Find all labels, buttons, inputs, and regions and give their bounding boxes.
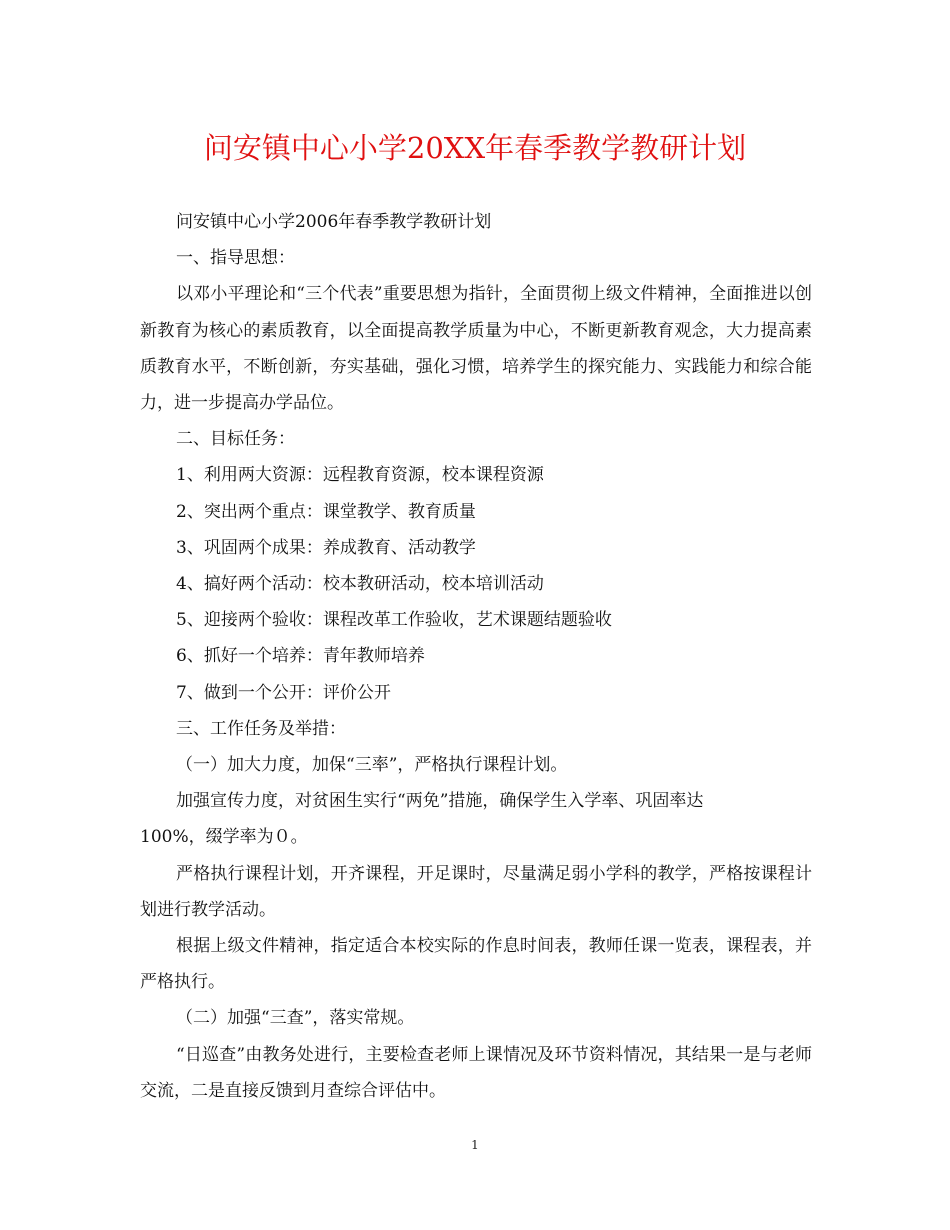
section-heading: 三、工作任务及举措：	[176, 718, 346, 739]
document-body	[140, 204, 812, 1109]
body-paragraph: 根据上级文件精神，指定适合本校实际的作息时间表，教师任课一览表，课程表，并严格执行。	[140, 936, 812, 993]
body-paragraph: “日巡查”由教务处进行，主要检查老师上课情况及环节资料情况，其结果一是与老师交流，二是直接反馈到月查综合评估中。	[140, 1044, 812, 1101]
list-item: 4、搞好两个活动：校本教研活动，校本培训活动	[176, 574, 544, 595]
list-item: 1、利用两大资源：远程教育资源，校本课程资源	[176, 465, 544, 486]
subtitle-paragraph: 问安镇中心小学2006年春季教学教研计划	[176, 212, 492, 232]
section-heading: 二、目标任务：	[176, 429, 295, 450]
body-paragraph: 以邓小平理论和“三个代表”重要思想为指针，全面贯彻上级文件精神，全面推进以创新教育为核心的素质教育，以全面提高教学质量为中心，不断更新教育观念，大力提高素质教育水平，不断创新，夯实基础，强化习惯，培养学生的探究能力、实践能力和综合能力，进一步提高办学品位。	[140, 284, 812, 414]
body-paragraph: 严格执行课程计划，开齐课程，开足课时，尽量满足弱小学科的教学，严格按课程计划进行教学活动。	[140, 863, 812, 920]
page-number: 1	[471, 1138, 479, 1152]
subsection-heading: （二）加强“三查”，落实常规。	[176, 1008, 415, 1029]
list-item: 6、抓好一个培养：青年教师培养	[176, 646, 425, 667]
section-heading: 一、指导思想：	[176, 248, 295, 269]
list-item: 2、突出两个重点：课堂教学、教育质量	[176, 501, 476, 522]
list-item: 5、迎接两个验收：课程改革工作验收，艺术课题结题验收	[176, 610, 612, 631]
list-item: 3、巩固两个成果：养成教育、活动教学	[176, 537, 476, 558]
document-title: 问安镇中心小学20XX年春季教学教研计划	[203, 131, 747, 165]
body-paragraph: 加强宣传力度，对贫困生实行“两免”措施，确保学生入学率、巩固率达	[176, 791, 704, 812]
subsection-heading: （一）加大力度，加保“三率”，严格执行课程计划。	[176, 755, 568, 776]
body-paragraph-continuation: 100%，缀学率为０。	[140, 827, 308, 848]
list-item: 7、做到一个公开：评价公开	[176, 682, 391, 703]
